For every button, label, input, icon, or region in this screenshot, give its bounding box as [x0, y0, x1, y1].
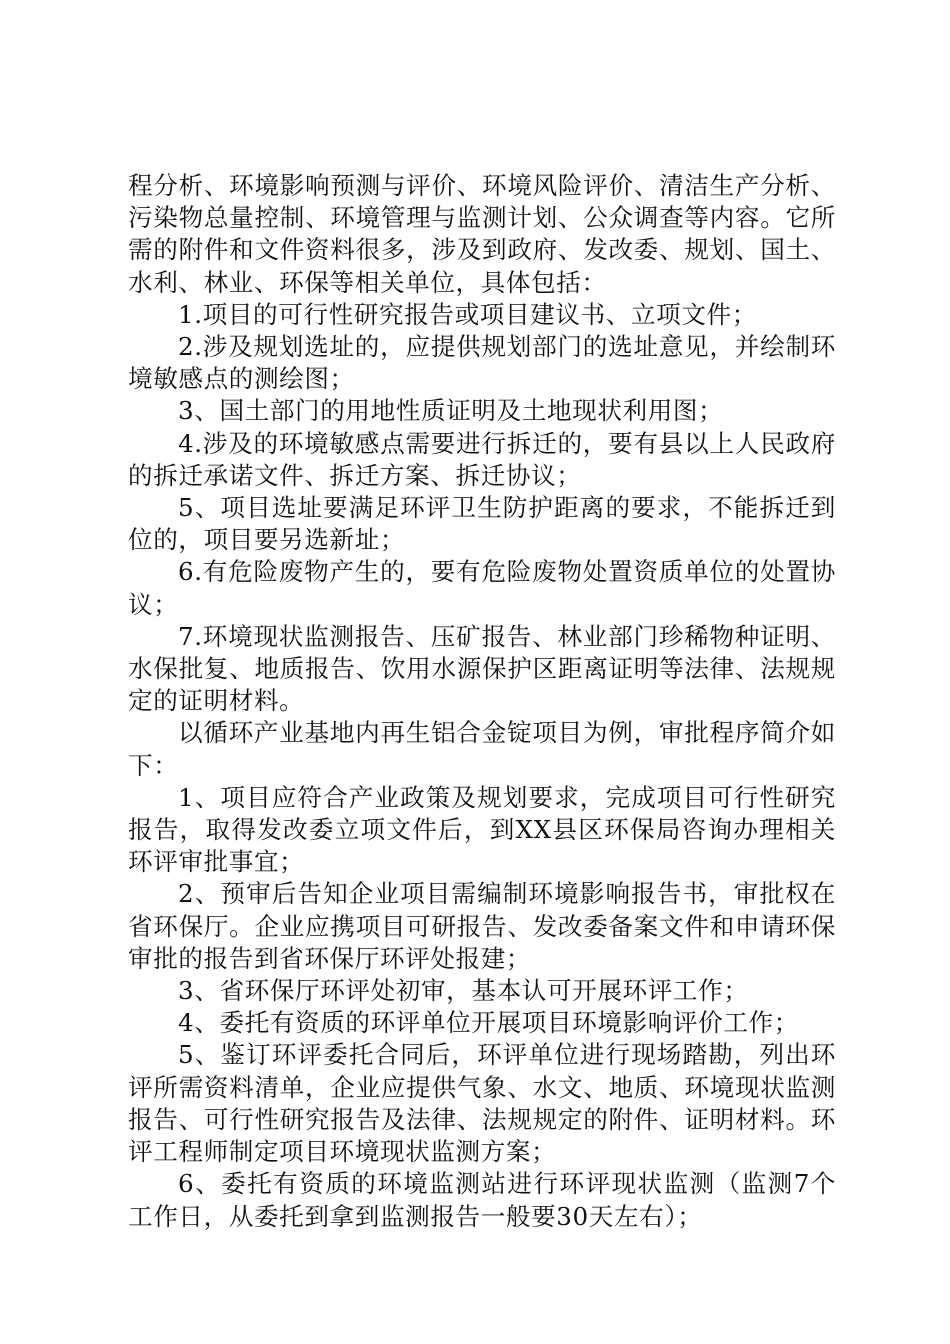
list-item: 6、委托有资质的环境监测站进行环评现状监测（监测7个工作日，从委托到拿到监测报告一般要30天左右）； [128, 1169, 836, 1231]
list-item: 1.项目的可行性研究报告或项目建议书、立项文件； [178, 299, 757, 329]
document-body [128, 170, 836, 1233]
list-item: 2、预审后告知企业项目需编制环境影响报告书，审批权在省环保厅。企业应携项目可研报告、发改委备案文件和申请环保审批的报告到省环保厅环评处报建； [128, 879, 836, 973]
list-item: 4.涉及的环境敏感点需要进行拆迁的，要有县以上人民政府的拆迁承诺文件、拆迁方案、拆迁协议； [128, 428, 836, 490]
list-item: 7.环境现状监测报告、压矿报告、林业部门珍稀物种证明、水保批复、地质报告、饮用水源保护区距离证明等法律、法规规定的证明材料。 [128, 621, 836, 716]
list-item: 6.有危险废物产生的，要有危险废物处置资质单位的处置协议； [128, 557, 836, 619]
paragraph-continuation: 程分析、环境影响预测与评价、环境风险评价、清洁生产分析、污染物总量控制、环境管理与监测计划、公众调查等内容。它所需的附件和文件资料很多，涉及到政府、发改委、规划、国土、水利、林业、环保等相关单位，具体包括： [128, 171, 836, 297]
list-item: 4、委托有资质的环评单位开展项目环境影响评价工作； [178, 1008, 799, 1038]
list-item: 2.涉及规划选址的，应提供规划部门的选址意见，并绘制环境敏感点的测绘图； [128, 332, 836, 394]
paragraph-intro: 以循环产业基地内再生铝合金锭项目为例，审批程序简介如下： [128, 718, 836, 780]
list-item: 5、项目选址要满足环评卫生防护距离的要求，不能拆迁到位的，项目要另选新址； [128, 493, 836, 555]
list-item: 1、项目应符合产业政策及规划要求，完成项目可行性研究报告，取得发改委立项文件后，到XX县区环保局咨询办理相关环评审批事宜； [128, 782, 836, 877]
list-item: 5、鉴订环评委托合同后，环评单位进行现场踏勘，列出环评所需资料清单，企业应提供气象、水文、地质、环境现状监测报告、可行性研究报告及法律、法规规定的附件、证明材料。环评工程师制定项目环境现状监测方案； [128, 1040, 836, 1167]
list-item: 3、省环保厅环评处初审，基本认可开展环评工作； [178, 976, 749, 1006]
list-item: 3、国土部门的用地性质证明及土地现状利用图； [178, 396, 724, 426]
